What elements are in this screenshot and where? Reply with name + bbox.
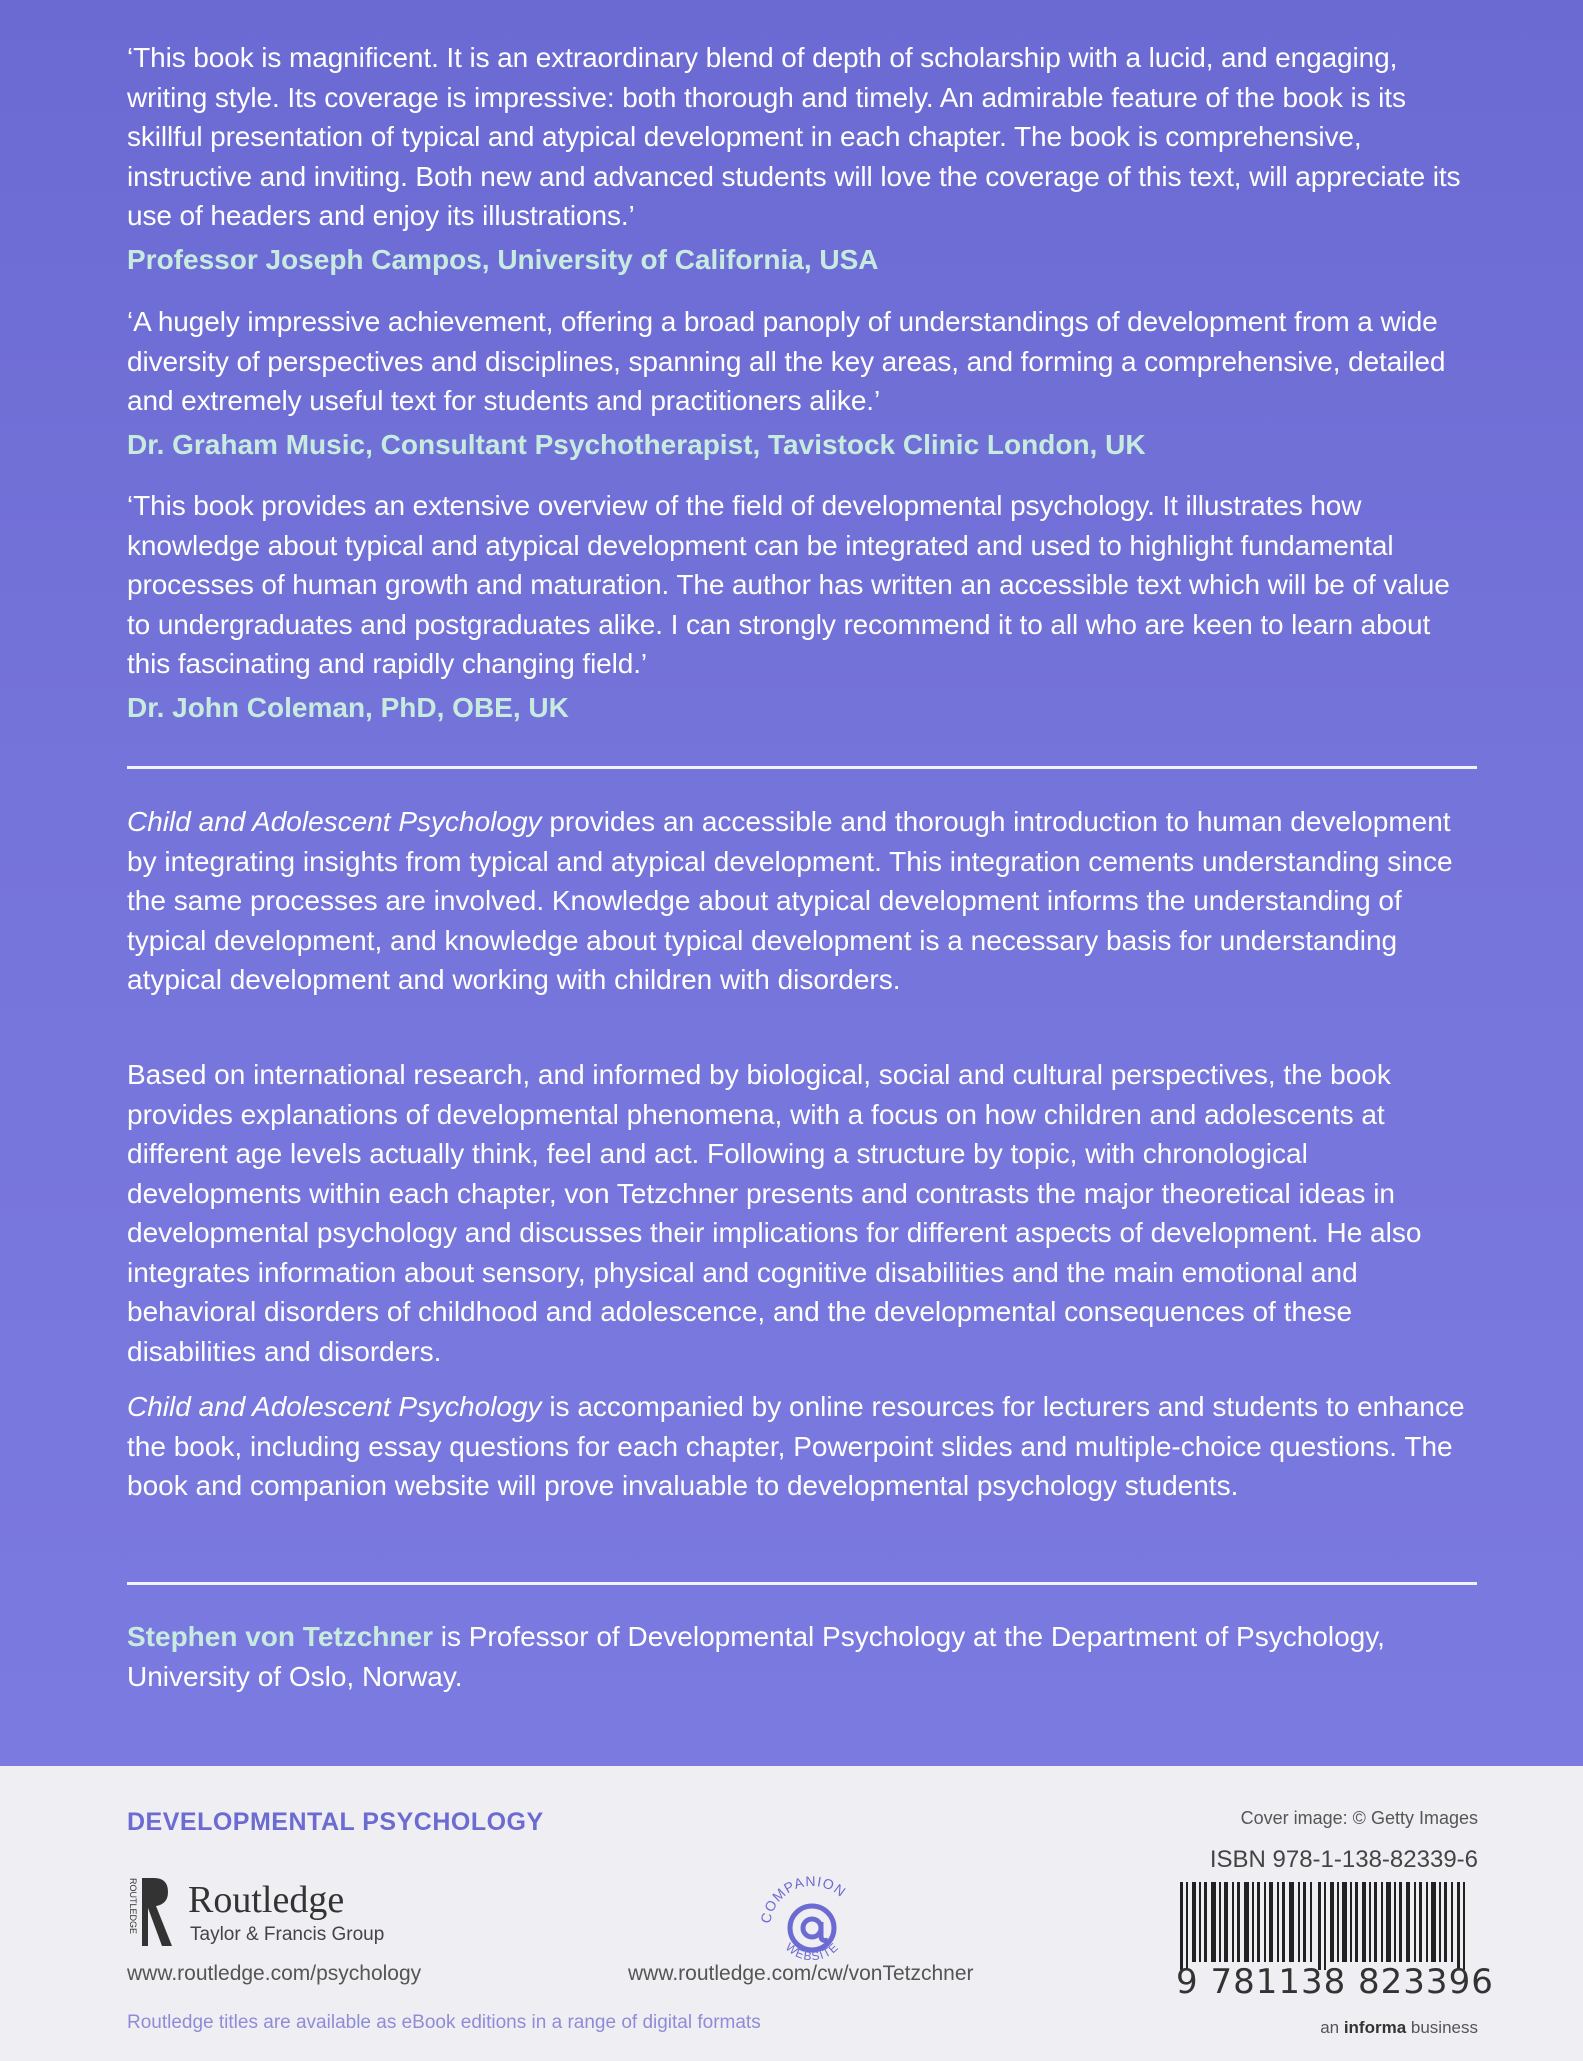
- divider: [127, 1582, 1477, 1585]
- endorsement-quote: ‘This book provides an extensive overview of the field of developmental psychology. It illustrates how knowledge about typical and atypical development can be integrated and used to highlight fundamental processes of human growth and maturation. The author has written an accessible text which will be of value to undergraduates and postgraduates alike. I can strongly recommend it to all who are keen to learn about this fascinating and rapidly changing field.’: [127, 490, 1450, 679]
- series-label: DEVELOPMENTAL PSYCHOLOGY: [127, 1808, 544, 1836]
- cover-credit: Cover image: © Getty Images: [1240, 1808, 1478, 1828]
- ebook-note: Routledge titles are available as eBook editions in a range of digital formats: [127, 2012, 761, 2033]
- svg-text:COMPANION: COMPANION: [757, 1872, 850, 1925]
- endorsement-attribution: Professor Joseph Campos, University of California, USA: [127, 243, 879, 275]
- author-name: Stephen von Tetzchner: [127, 1621, 433, 1652]
- publisher-logo: [124, 1874, 404, 1954]
- author-bio-text: is Professor of Developmental Psychology at the Department of Psychology, University of Oslo, Norway.: [127, 1621, 1385, 1692]
- publisher-name: Routledge: [188, 1879, 345, 1921]
- endorsement-3: [127, 486, 1477, 726]
- publisher-url[interactable]: www.routledge.com/psychology: [127, 1962, 422, 1985]
- author-bio: [127, 1617, 1477, 1696]
- routledge-logo-icon: [124, 1874, 178, 1950]
- companion-url[interactable]: www.routledge.com/cw/vonTetzchner: [628, 1962, 974, 1985]
- book-title: Child and Adolescent Psychology: [127, 806, 542, 837]
- divider: [127, 766, 1477, 769]
- barcode-number: 9 781138 823396: [1176, 1962, 1494, 2002]
- book-title: Child and Adolescent Psychology: [127, 1391, 542, 1422]
- endorsement-quote: ‘This book is magnificent. It is an extraordinary blend of depth of scholarship with a lucid, and engaging, writing style. Its coverage is impressive: both thorough and timely. An admirable feature of the book is its skillful presentation of typical and atypical development in each chapter. The book is comprehensive, instructive and inviting. Both new and advanced students will love the coverage of this text, will appreciate its use of headers and enjoy its illustrations.’: [127, 42, 1461, 231]
- book-description-3: [127, 1387, 1477, 1506]
- description-paragraph-1: Child and Adolescent Psychology provides an accessible and thorough introduction to human development by integrating insights from typical and atypical development. This integration cements understanding since the same processes are involved. Knowledge about atypical development informs the understanding of typical development, and knowledge about typical development is a necessary basis for understanding atypical development and working with children with disorders.: [127, 806, 1453, 995]
- endorsement-attribution: Dr. John Coleman, PhD, OBE, UK: [127, 691, 569, 723]
- barcode-icon: [1178, 1882, 1478, 1970]
- informa-tagline: an informa business: [1320, 2018, 1478, 2037]
- description-paragraph-2: Based on international research, and informed by biological, social and cultural perspectives, the book provides explanations of developmental phenomena, with a focus on how children and adolescents at different age levels actually think, feel and act. Following a structure by topic, with chronological developments within each chapter, von Tetzchner presents and contrasts the major theoretical ideas in developmental psychology and discusses their implications for different aspects of development. He also integrates information about sensory, physical and cognitive disabilities and the main emotional and behavioral disorders of childhood and adolescence, and the developmental consequences of these disabilities and disorders.: [127, 1059, 1422, 1367]
- endorsement-1: [127, 38, 1477, 278]
- footer: [0, 1766, 1583, 2061]
- endorsement-attribution: Dr. Graham Music, Consultant Psychotherapist, Tavistock Clinic London, UK: [127, 428, 1146, 460]
- publisher-subtitle: Taylor & Francis Group: [190, 1924, 385, 1945]
- endorsement-quote: ‘A hugely impressive achievement, offering a broad panoply of understandings of development from a wide diversity of perspectives and disciplines, spanning all the key areas, and forming a comprehensive, detailed and extremely useful text for students and practitioners alike.’: [127, 306, 1446, 416]
- svg-text:WEBSITE: WEBSITE: [782, 1939, 842, 1964]
- isbn: ISBN 978-1-138-82339-6: [1209, 1846, 1478, 1873]
- book-description: [127, 802, 1477, 1000]
- description-paragraph-3: Child and Adolescent Psychology is accompanied by online resources for lecturers and students to enhance the book, including essay questions for each chapter, Powerpoint slides and multiple-choice questions. The book and companion website will prove invaluable to developmental psychology students.: [127, 1391, 1465, 1501]
- book-description-2: [127, 1055, 1477, 1371]
- svg-text:ROUTLEDGE: ROUTLEDGE: [128, 1878, 138, 1935]
- endorsement-2: [127, 302, 1477, 463]
